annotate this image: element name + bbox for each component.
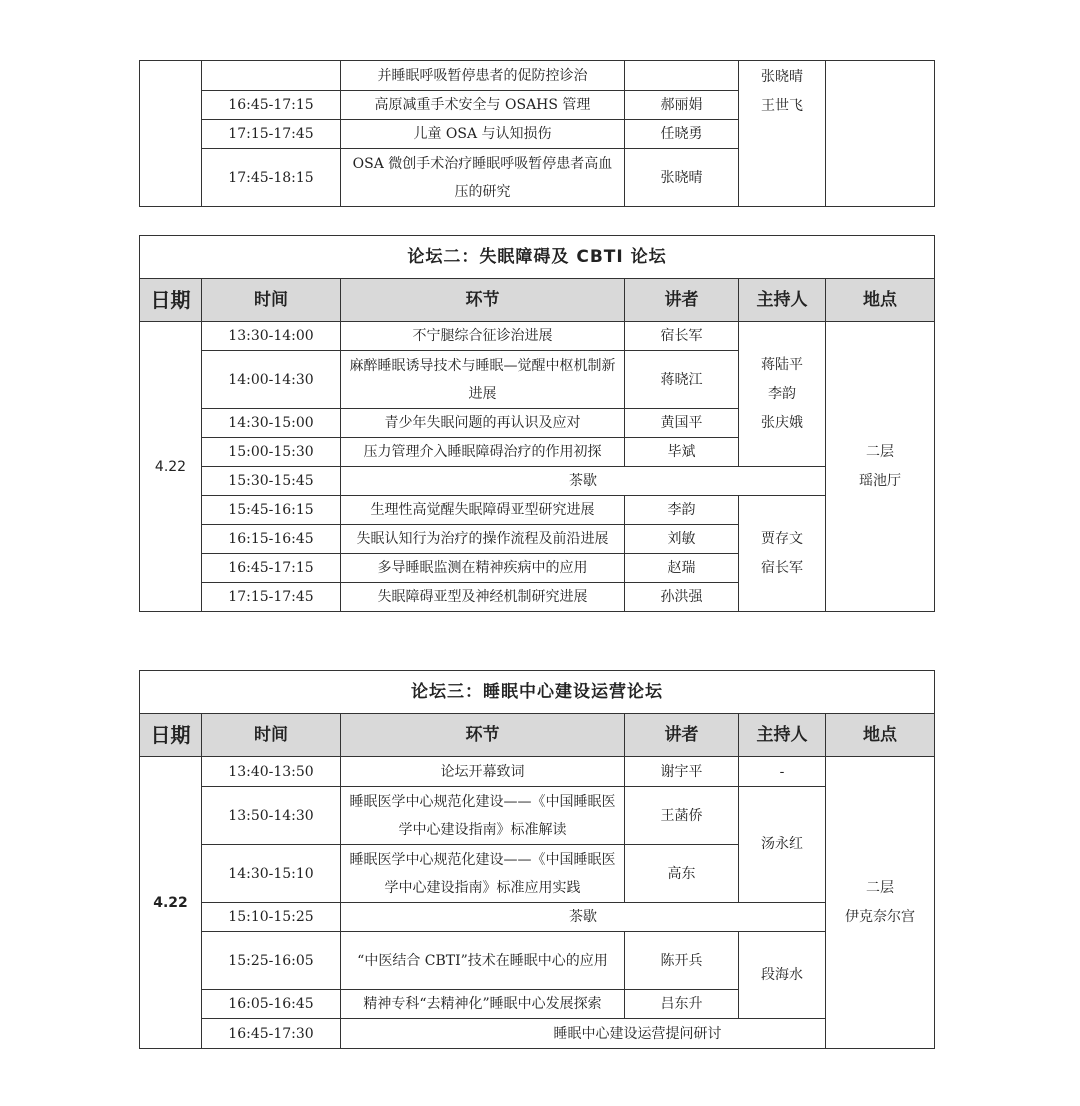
speaker-cell: 高东 <box>625 845 739 903</box>
session-cell: 论坛开幕致词 <box>341 757 625 787</box>
speaker-cell: 郝丽娟 <box>625 91 739 120</box>
time-cell <box>202 61 341 91</box>
time-cell: 16:15-16:45 <box>202 525 341 554</box>
host-cell <box>739 322 826 467</box>
date-cell: 4.22 <box>140 757 202 1049</box>
forum1-table <box>139 60 935 207</box>
session-cell: 儿童 OSA 与认知损伤 <box>341 120 625 149</box>
time-cell: 13:30-14:00 <box>202 322 341 351</box>
header-date: 日期 <box>140 714 202 757</box>
session-cell: “中医结合 CBTI”技术在睡眠中心的应用 <box>341 932 625 990</box>
session-cell: 生理性高觉醒失眠障碍亚型研究进展 <box>341 496 625 525</box>
table-header-row <box>140 714 935 757</box>
table-title-row <box>140 236 935 279</box>
time-cell: 17:15-17:45 <box>202 583 341 612</box>
host-cell <box>739 787 826 903</box>
session-cell: 不宁腿综合征诊治进展 <box>341 322 625 351</box>
table-header-row <box>140 279 935 322</box>
session-cell: 多导睡眠监测在精神疾病中的应用 <box>341 554 625 583</box>
speaker-cell: 谢宇平 <box>625 757 739 787</box>
session-cell: 睡眠中心建设运营提问研讨 <box>341 1019 935 1049</box>
host-cell <box>739 932 826 1019</box>
host-name: 李韵 <box>768 385 796 402</box>
header-host: 主持人 <box>739 714 826 757</box>
time-cell: 17:15-17:45 <box>202 120 341 149</box>
location-cell <box>826 757 935 1049</box>
location-cell <box>826 61 935 207</box>
speaker-cell: 赵瑞 <box>625 554 739 583</box>
host-cell: - <box>739 757 826 787</box>
session-cell: 失眠认知行为治疗的操作流程及前沿进展 <box>341 525 625 554</box>
forum2-table <box>139 235 935 612</box>
header-location: 地点 <box>826 279 935 322</box>
speaker-cell: 毕斌 <box>625 438 739 467</box>
speaker-cell: 孙洪强 <box>625 583 739 612</box>
table-row <box>140 757 935 787</box>
host-cell <box>739 496 826 612</box>
speaker-cell: 吕东升 <box>625 990 739 1019</box>
session-cell: OSA 微创手术治疗睡眠呼吸暂停患者高血压的研究 <box>341 149 625 207</box>
break-cell: 茶歇 <box>341 903 826 932</box>
location-hall: 伊克奈尔宫 <box>845 908 916 925</box>
table-row <box>140 496 935 525</box>
session-cell: 青少年失眠问题的再认识及应对 <box>341 409 625 438</box>
header-speaker: 讲者 <box>625 279 739 322</box>
session-cell: 睡眠医学中心规范化建设——《中国睡眠医学中心建设指南》标准解读 <box>341 787 625 845</box>
session-cell: 压力管理介入睡眠障碍治疗的作用初探 <box>341 438 625 467</box>
session-cell: 高原减重手术安全与 OSAHS 管理 <box>341 91 625 120</box>
session-cell: 睡眠医学中心规范化建设——《中国睡眠医学中心建设指南》标准应用实践 <box>341 845 625 903</box>
header-time: 时间 <box>202 279 341 322</box>
host-name: 段海水 <box>761 966 803 983</box>
host-name: 贾存文 <box>761 530 803 547</box>
speaker-cell: 王菡侨 <box>625 787 739 845</box>
forum3-table <box>139 670 935 1049</box>
speaker-cell: 黄国平 <box>625 409 739 438</box>
location-floor: 二层 <box>866 443 895 460</box>
session-cell: 精神专科“去精神化”睡眠中心发展探索 <box>341 990 625 1019</box>
table-row <box>140 467 935 496</box>
table-row <box>140 903 935 932</box>
table-row <box>140 932 935 990</box>
table-row <box>140 322 935 351</box>
session-cell: 失眠障碍亚型及神经机制研究进展 <box>341 583 625 612</box>
host-name: 宿长军 <box>761 559 803 576</box>
speaker-cell: 李韵 <box>625 496 739 525</box>
time-cell: 16:45-17:15 <box>202 91 341 120</box>
speaker-cell <box>625 61 739 91</box>
table-row <box>140 61 935 91</box>
speaker-cell: 蒋晓江 <box>625 351 739 409</box>
speaker-cell: 张晓晴 <box>625 149 739 207</box>
host-name: 张晓晴 <box>761 69 803 85</box>
table-row <box>140 787 935 845</box>
host-cell <box>739 61 826 207</box>
speaker-cell: 刘敏 <box>625 525 739 554</box>
date-cell: 4.22 <box>140 322 202 612</box>
speaker-cell: 宿长军 <box>625 322 739 351</box>
speaker-cell: 陈开兵 <box>625 932 739 990</box>
time-cell: 14:30-15:00 <box>202 409 341 438</box>
header-session: 环节 <box>341 714 625 757</box>
location-floor: 二层 <box>866 879 895 896</box>
table-row <box>140 1019 935 1049</box>
time-cell: 16:05-16:45 <box>202 990 341 1019</box>
header-location: 地点 <box>826 714 935 757</box>
time-cell: 17:45-18:15 <box>202 149 341 207</box>
time-cell: 14:30-15:10 <box>202 845 341 903</box>
host-name: 蒋陆平 <box>761 356 803 373</box>
table-title-row <box>140 671 935 714</box>
time-cell: 15:25-16:05 <box>202 932 341 990</box>
header-speaker: 讲者 <box>625 714 739 757</box>
session-cell: 并睡眠呼吸暂停患者的促防控诊治 <box>341 61 625 91</box>
time-cell: 14:00-14:30 <box>202 351 341 409</box>
time-cell: 13:40-13:50 <box>202 757 341 787</box>
host-name: 张庆娥 <box>761 414 803 431</box>
date-cell <box>140 61 202 207</box>
break-cell: 茶歇 <box>341 467 826 496</box>
time-cell: 15:45-16:15 <box>202 496 341 525</box>
header-session: 环节 <box>341 279 625 322</box>
header-host: 主持人 <box>739 279 826 322</box>
host-name: 王世飞 <box>761 98 803 114</box>
host-name: 汤永红 <box>761 836 803 852</box>
time-cell: 16:45-17:30 <box>202 1019 341 1049</box>
time-cell: 15:10-15:25 <box>202 903 341 932</box>
speaker-cell: 任晓勇 <box>625 120 739 149</box>
time-cell: 13:50-14:30 <box>202 787 341 845</box>
time-cell: 15:00-15:30 <box>202 438 341 467</box>
location-cell <box>826 322 935 612</box>
header-time: 时间 <box>202 714 341 757</box>
time-cell: 16:45-17:15 <box>202 554 341 583</box>
session-cell: 麻醉睡眠诱导技术与睡眠—觉醒中枢机制新进展 <box>341 351 625 409</box>
location-hall: 瑶池厅 <box>859 472 902 489</box>
forum-title: 论坛三：睡眠中心建设运营论坛 <box>140 671 935 714</box>
time-cell: 15:30-15:45 <box>202 467 341 496</box>
forum-title: 论坛二：失眠障碍及 CBTI 论坛 <box>140 236 935 279</box>
header-date: 日期 <box>140 279 202 322</box>
